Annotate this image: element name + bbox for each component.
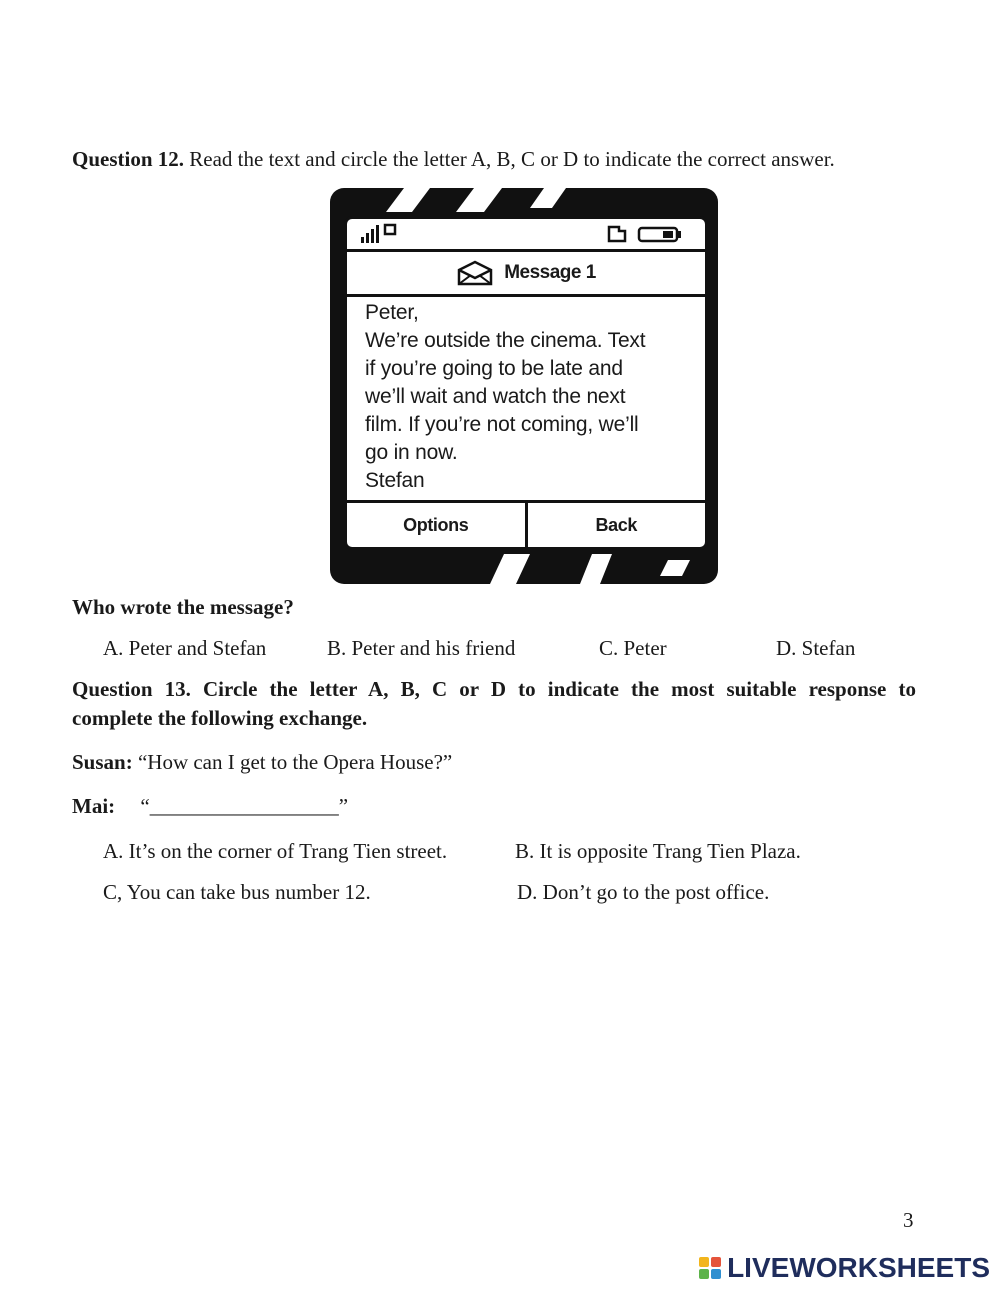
phone-message-illustration xyxy=(330,188,718,584)
logo-square xyxy=(711,1257,721,1267)
question-12-prompt xyxy=(72,594,294,621)
question-12-instruction: Read the text and circle the letter A, B, C or D to indicate the correct answer. xyxy=(189,147,835,171)
q13-option-b[interactable]: B. It is opposite Trang Tien Plaza. xyxy=(515,839,801,863)
logo-square xyxy=(711,1269,721,1279)
question-12-prompt-text: Who wrote the message? xyxy=(72,595,294,619)
question-13-instruction-line1 xyxy=(72,676,916,703)
speaker-mai: Mai: xyxy=(72,794,116,818)
dialog-line-mai xyxy=(72,793,348,820)
options-softkey: Options xyxy=(403,514,469,535)
susan-utterance: “How can I get to the Opera House?” xyxy=(137,750,453,774)
liveworksheets-brand[interactable] xyxy=(699,1252,990,1284)
question-13-text-2: complete the following exchange. xyxy=(72,706,368,730)
page-number: 3 xyxy=(903,1208,914,1232)
back-softkey: Back xyxy=(525,503,706,547)
q13-option-c[interactable]: C, You can take bus number 12. xyxy=(103,880,371,904)
battery-icon xyxy=(609,227,681,241)
question-13-instruction-line2 xyxy=(72,705,367,732)
message-line: film. If you’re not coming, we’ll xyxy=(365,413,639,436)
message-line: We’re outside the cinema. Text xyxy=(365,329,646,352)
q12-option-a[interactable]: A. Peter and Stefan xyxy=(103,636,267,660)
q12-option-b[interactable]: B. Peter and his friend xyxy=(327,636,516,660)
message-line: Peter, xyxy=(365,301,419,324)
dialog-line-susan xyxy=(72,749,452,776)
speaker-susan: Susan: xyxy=(72,750,133,774)
status-bar xyxy=(347,219,705,249)
message-title-bar xyxy=(347,249,705,297)
message-body xyxy=(365,299,691,495)
signal-icon xyxy=(361,225,379,243)
mai-answer-blank[interactable]: “__________________” xyxy=(140,794,349,818)
message-line: Stefan xyxy=(365,469,425,492)
question-12-header xyxy=(72,146,835,173)
question-12-label: Question 12. xyxy=(72,147,185,171)
q13-option-d[interactable]: D. Don’t go to the post office. xyxy=(517,880,770,904)
message-line: if you’re going to be late and xyxy=(365,357,623,380)
brand-name: LIVEWORKSHEETS xyxy=(727,1252,990,1283)
softkeys xyxy=(347,500,705,547)
envelope-icon xyxy=(456,260,494,286)
message-title: Message 1 xyxy=(504,262,596,283)
q12-option-c[interactable]: C. Peter xyxy=(599,636,667,660)
q13-option-a[interactable]: A. It’s on the corner of Trang Tien street. xyxy=(103,839,448,863)
logo-square xyxy=(699,1257,709,1267)
message-line: we’ll wait and watch the next xyxy=(365,385,626,408)
phone-screen xyxy=(344,216,708,550)
liveworksheets-logo-icon xyxy=(699,1257,721,1279)
q12-option-d[interactable]: D. Stefan xyxy=(776,636,856,660)
message-line: go in now. xyxy=(365,441,458,464)
question-13-text-1: Question 13. Circle the letter A, B, C or D to indicate the most suitable response to xyxy=(72,677,916,701)
logo-square xyxy=(699,1269,709,1279)
